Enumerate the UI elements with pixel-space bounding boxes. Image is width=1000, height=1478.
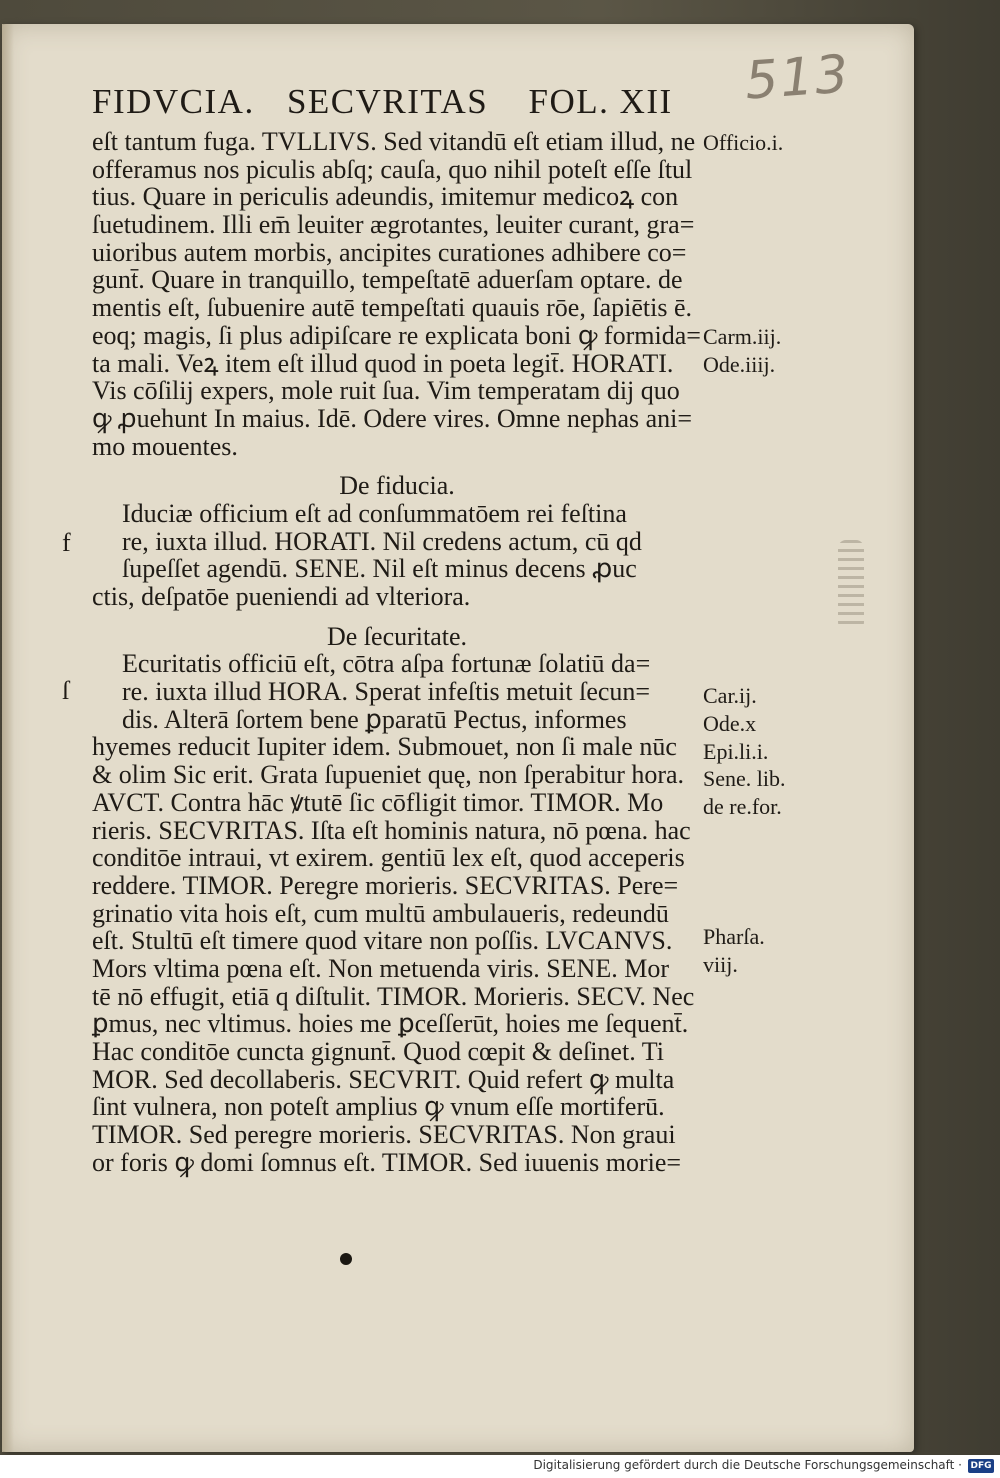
text-line: eſt. Stultū eſt timere quod vitare non poſſis. LVCANVS. bbox=[92, 926, 673, 956]
text-line: ꝙ ꝓuehunt In maius. Idē. Odere vires. Omne nephas ani= bbox=[92, 403, 693, 433]
running-head-folio: FOL. XII bbox=[528, 82, 673, 121]
text-line: uioribus autem morbis, ancipites curationes adhibere co= bbox=[92, 237, 687, 267]
marginal-note: de re.for. bbox=[703, 794, 782, 819]
text-line: grinatio vita hois eſt, cum multū ambulaueris, redeundū bbox=[92, 898, 669, 928]
margin-smudge bbox=[838, 540, 864, 630]
marginal-note: Carm.iij. bbox=[703, 324, 782, 349]
text-line: ta mali. Veꝝ item eſt illud quod in poeta legit̄. HORATI. bbox=[92, 348, 674, 378]
footer-credit: Digitalisierung gefördert durch die Deutsche Forschungsgemeinschaft · bbox=[533, 1458, 962, 1472]
text-line: ſuetudinem. Illi em̄ leuiter ægrotantes, leuiter curant, gra= bbox=[92, 210, 695, 240]
text-line: Mors vltima pœna eſt. Non metuenda viris. SENE. Mor bbox=[92, 953, 669, 983]
printers-mark bbox=[340, 1253, 352, 1265]
text-line: mentis eſt, ſubuenire autē tempeſtati quauis rōe, ſapiētis ē. bbox=[92, 293, 692, 323]
marginal-note: Epi.li.i. bbox=[703, 739, 769, 764]
text-line: Iduciæ officium eſt ad conſummatōem rei feſtina bbox=[122, 498, 627, 528]
spacer bbox=[92, 611, 702, 623]
guide-letter-securitas: ſ bbox=[62, 676, 70, 705]
text-line: tē nō effugit, etiā q diſtulit. TIMOR. Morieris. SECV. Nec bbox=[92, 981, 695, 1011]
text-line: AVCT. Contra hāc ꝟtutē ſic cōfligit timor. TIMOR. Mo bbox=[92, 787, 664, 817]
marginal-note: viij. bbox=[703, 952, 738, 977]
dfg-logo-icon: DFG bbox=[968, 1459, 994, 1473]
text-line: rieris. SECVRITAS. Iſta eſt hominis natura, nō pœna. hac bbox=[92, 815, 691, 845]
page-gutter-shadow bbox=[2, 24, 14, 1452]
text-line: eoq; magis, ſi plus adipiſcare re explicata boni ꝙ formida= bbox=[92, 320, 701, 350]
text-line: Ecuritatis officiū eſt, cōtra aſpa fortunæ ſolatiū da= bbox=[122, 649, 651, 679]
text-line: ctis, deſpatōe pueniendi ad vlteriora. bbox=[92, 582, 471, 611]
running-head bbox=[92, 82, 692, 122]
text-line: ſupeſſet agendū. SENE. Nil eſt minus decens ꝓuc bbox=[122, 554, 637, 584]
text-line: & olim Sic erit. Grata ſupueniet quę, non ſperabitur hora. bbox=[92, 760, 685, 790]
marginal-note: Car.ij. bbox=[703, 683, 757, 708]
marginal-note: Pharſa. bbox=[703, 924, 765, 949]
section-heading-securitas: De ſecuritate. bbox=[326, 621, 468, 651]
text-line: re, iuxta illud. HORATI. Nil credens actum, cū qd bbox=[122, 526, 642, 556]
body-text bbox=[92, 128, 702, 1176]
guide-letter-fiducia: f bbox=[62, 528, 71, 557]
text-line: mo mouentes. bbox=[92, 431, 238, 461]
text-line: or foris ꝙ domi ſomnus eſt. TIMOR. Sed iuuenis morie= bbox=[92, 1147, 682, 1177]
section-heading-fiducia: De fiducia. bbox=[339, 471, 455, 501]
text-line: ſint vulnera, non poteſt amplius ꝙ vnum eſſe mortiferū. bbox=[92, 1092, 665, 1122]
marginal-note: Ode.x bbox=[703, 711, 757, 736]
text-line: dis. Alterā ſortem bene ꝑparatū Pectus, informes bbox=[122, 704, 627, 734]
text-line: re. iuxta illud HORA. Sperat infeſtis metuit ſecun= bbox=[122, 677, 651, 707]
text-line: eſt tantum fuga. TVLLIVS. Sed vitandū eſt etiam illud, ne bbox=[92, 127, 696, 156]
text-line: Vis cōſilij expers, mole ruit ſua. Vim temperatam dij quo bbox=[92, 376, 680, 406]
text-line: offeramus nos piculis abſq; cauſa, quo nihil poteſt eſſe ſtul bbox=[92, 154, 693, 184]
text-line: TIMOR. Sed peregre morieris. SECVRITAS. Non graui bbox=[92, 1120, 676, 1150]
footer-bar bbox=[0, 1455, 1000, 1478]
text-line: ꝑmus, nec vltimus. hoies me ꝑceſſerūt, hoies me ſequent̄. bbox=[92, 1009, 689, 1039]
marginal-note: Ode.iiij. bbox=[703, 352, 776, 377]
marginal-note: Sene. lib. bbox=[703, 766, 786, 791]
text-line: tius. Quare in periculis adeundis, imitemur medicoꝝ con bbox=[92, 182, 679, 212]
running-head-center: SECVRITAS bbox=[286, 82, 489, 121]
text-line: Hac conditōe cuncta gignunt̄. Quod cœpit & deſinet. Ti bbox=[92, 1037, 664, 1066]
text-line: hyemes reducit Iupiter idem. Submouet, non ſi male nūc bbox=[92, 732, 677, 762]
running-head-left: FIDVCIA. bbox=[92, 82, 255, 121]
text-line: reddere. TIMOR. Peregre morieris. SECVRITAS. Pere= bbox=[92, 870, 679, 900]
handwritten-folio-number: 513 bbox=[743, 44, 853, 112]
text-line: gunt̄. Quare in tranquillo, tempeſtatē aduerſam optare. de bbox=[92, 265, 683, 295]
text-line: conditōe intraui, vt exirem. gentiū lex eſt, quod acceperis bbox=[92, 843, 685, 873]
text-line: MOR. Sed decollaberis. SECVRIT. Quid refert ꝙ multa bbox=[92, 1064, 675, 1094]
marginal-note: Officio.i. bbox=[703, 130, 784, 155]
